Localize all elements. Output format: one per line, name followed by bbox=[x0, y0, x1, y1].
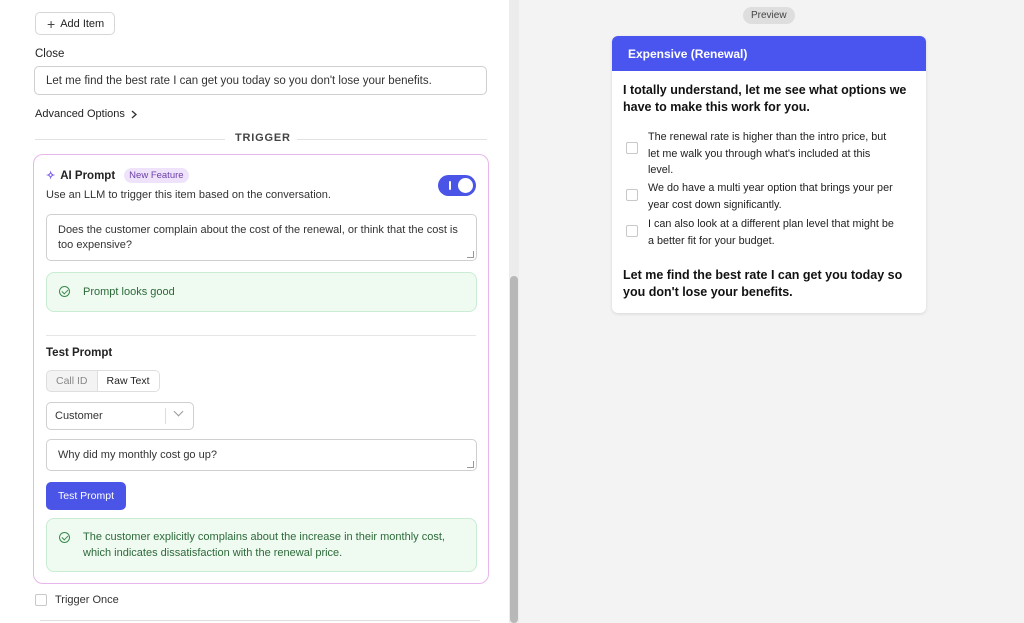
speaker-select-value: Customer bbox=[55, 410, 103, 422]
speaker-select[interactable] bbox=[46, 402, 194, 430]
advanced-options-toggle[interactable] bbox=[35, 108, 137, 120]
prompt-validation-message: Prompt looks good bbox=[83, 286, 175, 298]
ai-prompt-header bbox=[46, 168, 189, 183]
resize-handle-icon[interactable] bbox=[467, 461, 474, 468]
divider bbox=[35, 139, 225, 140]
preview-option-text: The renewal rate is higher than the intro price, but let me walk you through what's included at this level. bbox=[648, 131, 887, 176]
prompt-validation-box bbox=[46, 272, 477, 312]
preview-card-title: Expensive (Renewal) bbox=[612, 36, 926, 71]
test-source-tabs bbox=[46, 370, 160, 392]
editor-panel bbox=[0, 0, 509, 623]
tab-call-id[interactable]: Call ID bbox=[56, 375, 88, 387]
check-circle-icon bbox=[59, 286, 70, 297]
divider bbox=[297, 139, 487, 140]
advanced-options-label: Advanced Options bbox=[35, 108, 125, 120]
trigger-section-label: TRIGGER bbox=[235, 132, 291, 144]
preview-option bbox=[626, 180, 896, 213]
check-circle-icon bbox=[59, 532, 70, 543]
test-input-value: Why did my monthly cost go up? bbox=[58, 449, 217, 461]
plus-icon: + bbox=[47, 15, 56, 32]
preview-option-text: I can also look at a different plan level that might be a better fit for your budget. bbox=[648, 218, 894, 247]
add-item-button[interactable] bbox=[35, 12, 115, 35]
ai-prompt-description: Use an LLM to trigger this item based on the conversation. bbox=[46, 189, 331, 201]
chevron-right-icon bbox=[131, 110, 137, 119]
test-prompt-button[interactable]: Test Prompt bbox=[46, 482, 126, 510]
close-input-value: Let me find the best rate I can get you today so you don't lose your benefits. bbox=[46, 74, 432, 87]
trigger-once-option[interactable] bbox=[35, 594, 119, 606]
test-result-message: The customer explicitly complains about the increase in their monthly cost, which indicates dissatisfaction with the renewal price. bbox=[83, 531, 445, 559]
preview-option bbox=[626, 129, 896, 179]
preview-closing: Let me find the best rate I can get you today so you don't lose your benefits. bbox=[623, 268, 903, 299]
new-feature-badge: New Feature bbox=[124, 168, 188, 183]
test-input-textarea[interactable] bbox=[46, 439, 477, 471]
ai-prompt-text: Does the customer complain about the cost of the renewal, or think that the cost is too expensive? bbox=[58, 224, 458, 251]
select-separator bbox=[165, 408, 166, 424]
trigger-section-header bbox=[35, 132, 487, 146]
test-prompt-title: Test Prompt bbox=[46, 347, 113, 359]
toggle-on-indicator bbox=[449, 181, 451, 190]
add-item-label: Add Item bbox=[60, 17, 105, 30]
ai-prompt-card bbox=[33, 154, 489, 584]
tab-raw-text[interactable]: Raw Text bbox=[97, 371, 159, 391]
close-input[interactable] bbox=[34, 66, 487, 95]
preview-option-checkbox[interactable] bbox=[626, 225, 638, 237]
toggle-knob bbox=[458, 178, 473, 193]
preview-card bbox=[612, 36, 926, 313]
divider bbox=[46, 335, 476, 336]
trigger-once-label: Trigger Once bbox=[55, 594, 119, 606]
preview-panel bbox=[519, 0, 1024, 623]
chevron-down-icon bbox=[174, 407, 184, 417]
preview-option-text: We do have a multi year option that brings your per year cost down significantly. bbox=[648, 182, 893, 211]
ai-prompt-textarea[interactable] bbox=[46, 214, 477, 261]
ai-prompt-title: AI Prompt bbox=[60, 169, 116, 182]
close-label: Close bbox=[35, 48, 65, 60]
ai-prompt-toggle[interactable] bbox=[438, 175, 476, 196]
preview-option bbox=[626, 216, 896, 249]
sparkle-icon: ✧ bbox=[46, 170, 56, 182]
preview-opening: I totally understand, let me see what options we have to make this work for you. bbox=[623, 83, 907, 114]
preview-badge: Preview bbox=[743, 7, 795, 24]
preview-option-checkbox[interactable] bbox=[626, 142, 638, 154]
editor-scrollbar-thumb[interactable] bbox=[510, 276, 518, 623]
trigger-once-checkbox[interactable] bbox=[35, 594, 47, 606]
preview-option-checkbox[interactable] bbox=[626, 189, 638, 201]
test-result-box bbox=[46, 518, 477, 572]
resize-handle-icon[interactable] bbox=[467, 251, 474, 258]
